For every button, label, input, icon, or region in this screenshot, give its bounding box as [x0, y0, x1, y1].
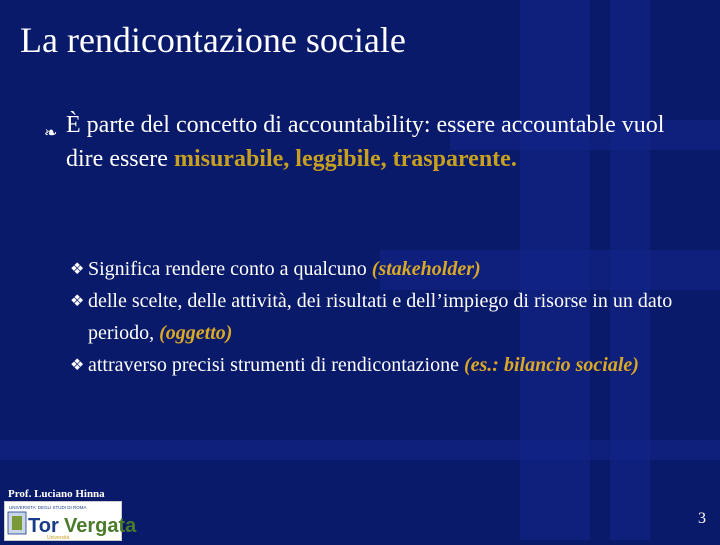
main-bullet-text	[66, 108, 684, 176]
logo-name-part2: Vergata	[64, 515, 137, 537]
main-text-before: È parte del concetto di accountability: essere accountable vuol dire essere	[66, 112, 665, 172]
page-number: 3	[698, 510, 706, 527]
logo-top-text: UNIVERSITA' DEGLI STUDI DI ROMA	[9, 505, 87, 510]
university-logo	[4, 501, 137, 541]
sub-bullet-list	[70, 253, 690, 381]
main-highlight: misurabile, leggibile, trasparente	[173, 146, 511, 172]
sub-bullet-item	[70, 253, 690, 285]
diamond-bullet-icon: ❖	[70, 291, 85, 310]
decor-band	[0, 440, 720, 460]
sub-bullet-item	[70, 349, 690, 381]
slide-title: La rendicontazione sociale	[20, 20, 406, 60]
sub-item-emphasis: (stakeholder)	[371, 258, 481, 280]
bullet-icon: ❧	[44, 123, 58, 142]
author-name: Prof. Luciano Hinna	[8, 488, 105, 500]
diamond-bullet-icon: ❖	[70, 355, 85, 374]
sub-item-text: Significa rendere conto a qualcuno	[88, 258, 372, 280]
sub-item-text: attraverso precisi strumenti di rendicontazione	[88, 354, 464, 376]
sub-item-emphasis: (es.: bilancio sociale)	[463, 354, 639, 376]
main-bullet	[44, 108, 684, 176]
sub-item-emphasis: (oggetto)	[159, 322, 233, 344]
logo-sub-text: Università	[47, 535, 70, 541]
sub-bullet-item	[70, 285, 690, 349]
sub-item-text: delle scelte, delle attività, dei risultati e dell’impiego di risorse in un dato periodo,	[88, 290, 673, 344]
tor-vergata-logo-icon	[5, 502, 137, 541]
logo-name-part1: Tor	[28, 515, 59, 537]
diamond-bullet-icon: ❖	[70, 259, 85, 278]
main-text-after: .	[510, 146, 517, 172]
